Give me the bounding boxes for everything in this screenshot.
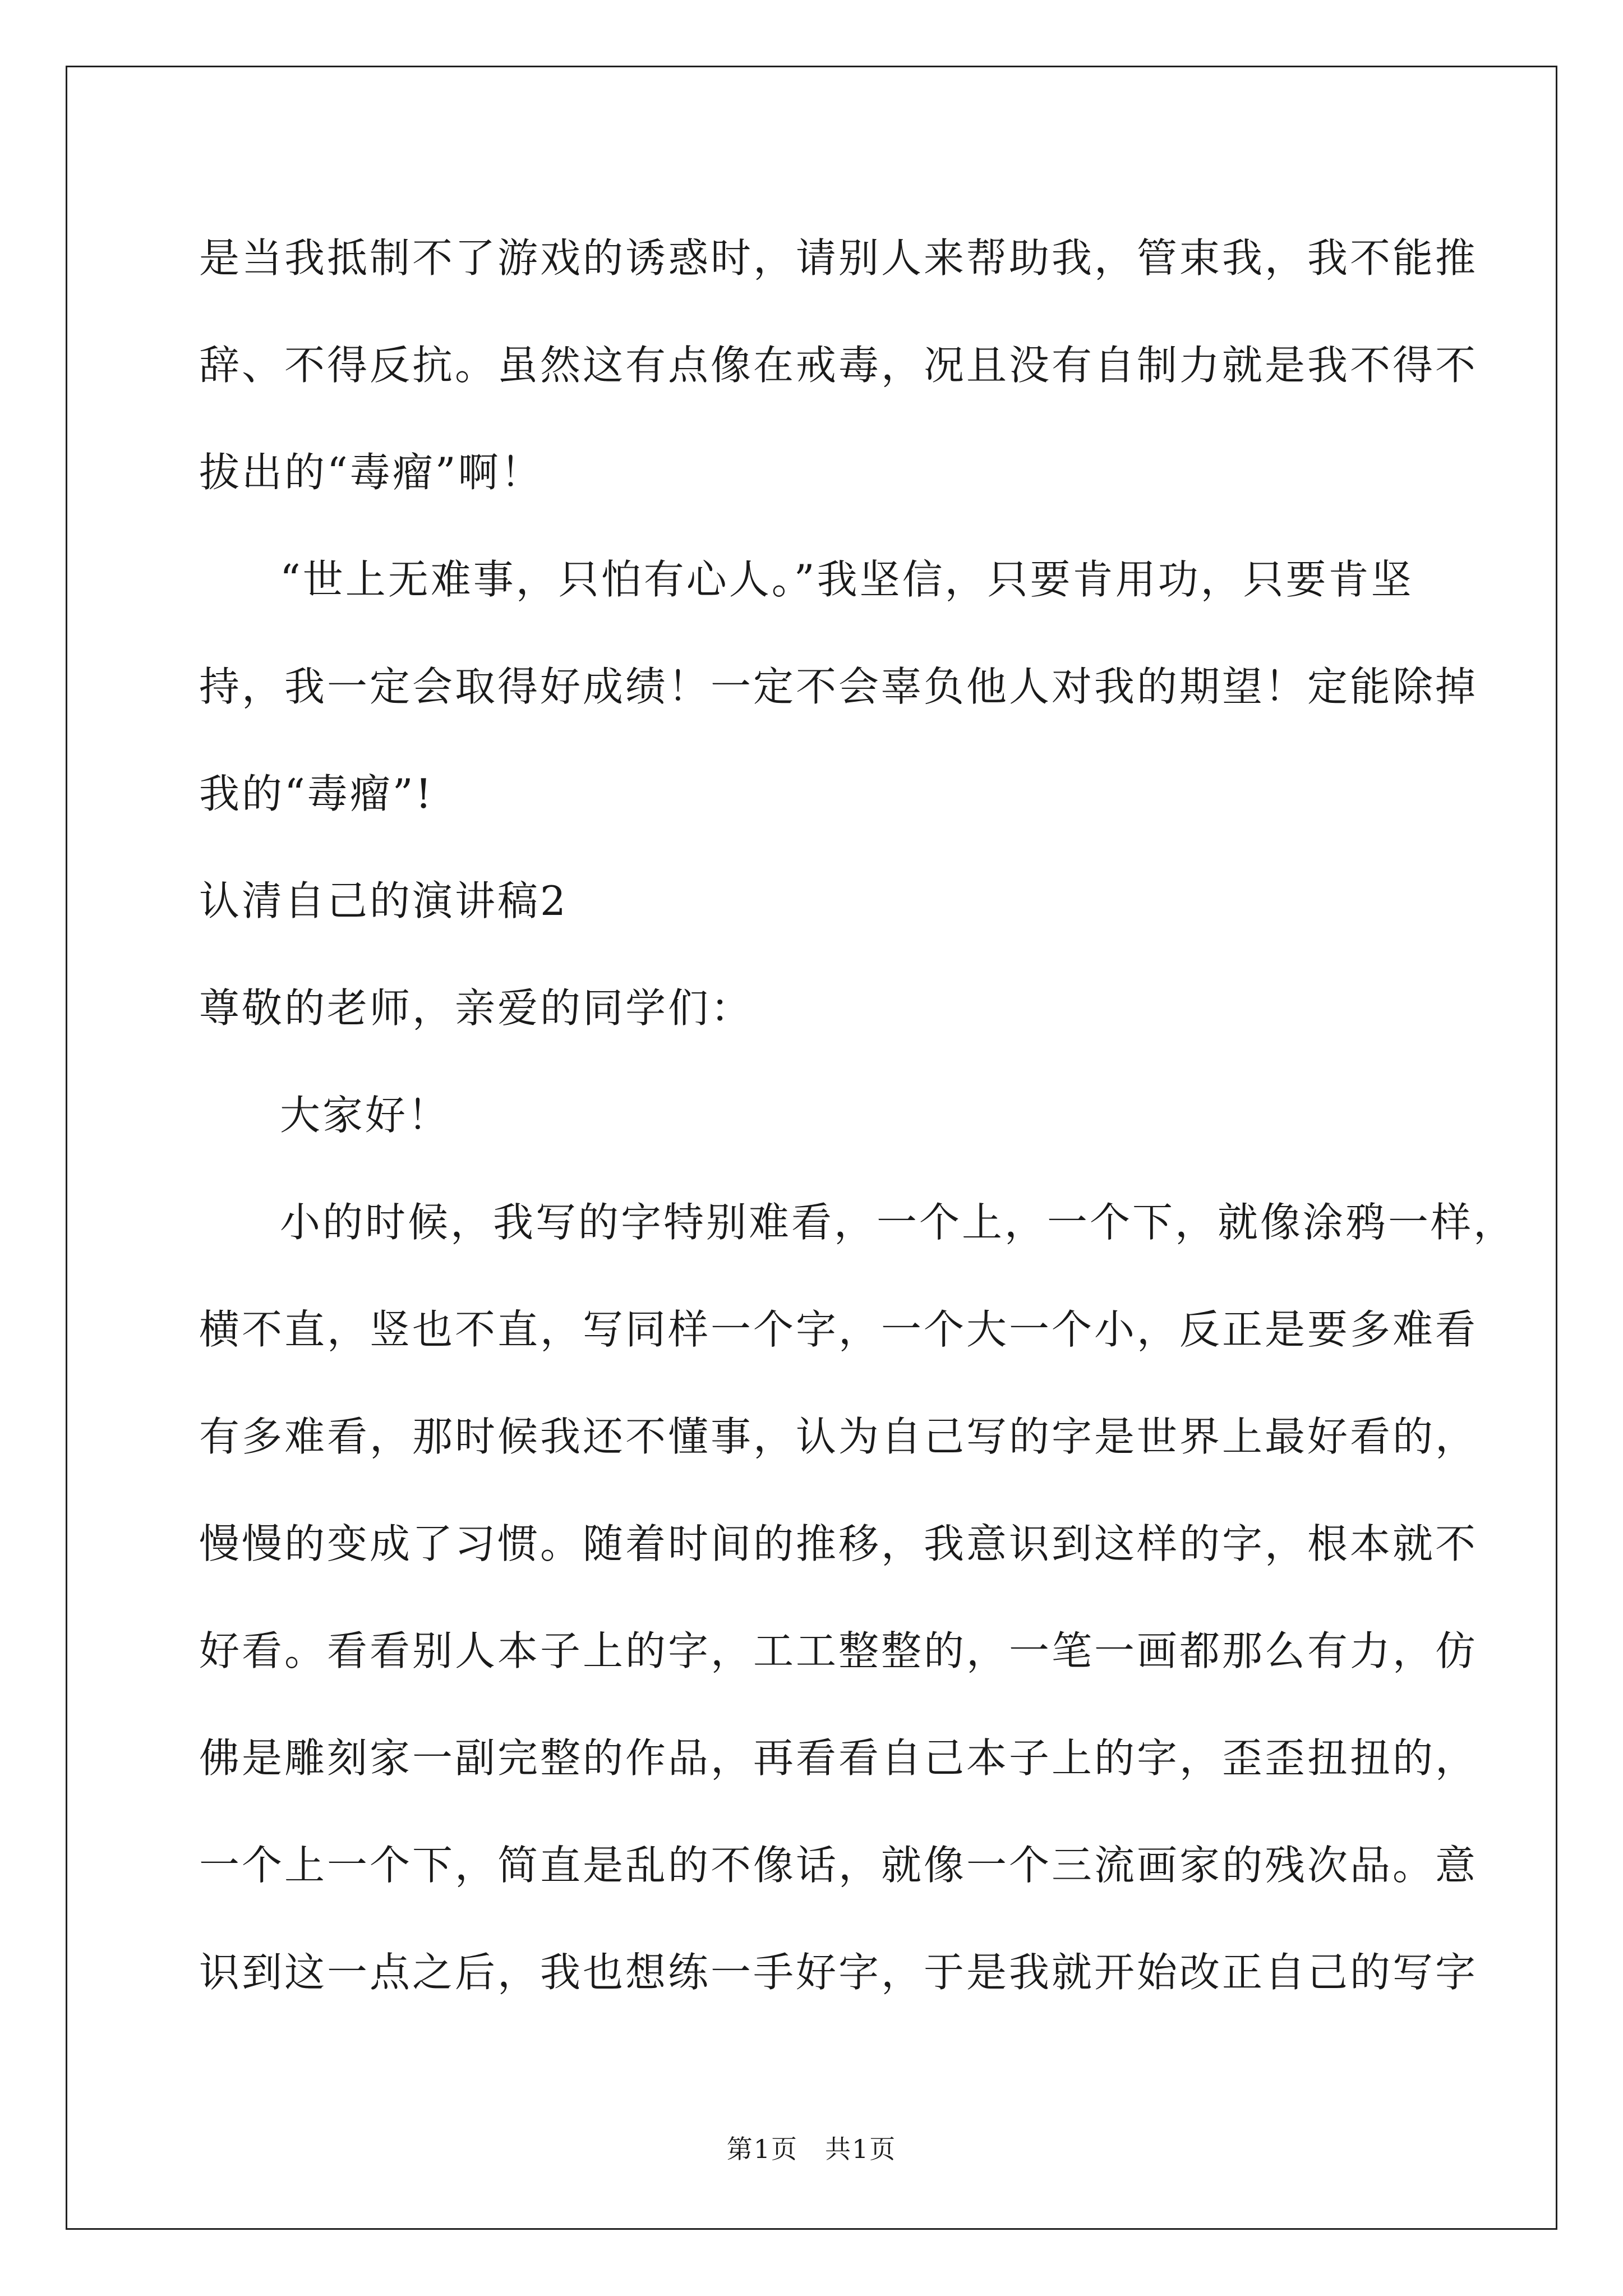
page-footer: 第1页 共1页 <box>726 2134 897 2164</box>
text-line: 一个上一个下，简直是乱的不像话，就像一个三流画家的残次品。意 <box>199 1842 1478 1889</box>
text-line: 横不直，竖也不直，写同样一个字，一个大一个小，反正是要多难看 <box>199 1306 1478 1353</box>
text-line: 我的“毒瘤”! <box>199 770 434 817</box>
text-line: 识到这一点之后，我也想练一手好字，于是我就开始改正自己的写字 <box>199 1949 1478 1996</box>
text-line: 持，我一定会取得好成绩！一定不会辜负他人对我的期望！定能除掉 <box>199 663 1478 710</box>
text-line: 佛是雕刻家一副完整的作品，再看看自己本子上的字，歪歪扭扭的， <box>199 1734 1478 1782</box>
text-line: 是当我抵制不了游戏的诱惑时，请别人来帮助我，管束我，我不能推 <box>199 234 1478 282</box>
greeting: 大家好！ <box>280 1092 451 1139</box>
section-title: 认清自己的演讲稿2 <box>199 877 568 924</box>
text-line: 好看。看看别人本子上的字，工工整整的，一笔一画都那么有力，仿 <box>199 1627 1478 1674</box>
text-line: 拔出的“毒瘤”啊！ <box>199 449 543 496</box>
paragraph-start: 小的时候，我写的字特别难看，一个上，一个下，就像涂鸦一样， <box>280 1199 1516 1246</box>
paragraph-start: “世上无难事，只怕有心人。”我坚信，只要肯用功，只要肯坚 <box>280 556 1414 603</box>
text-line: 辞、不得反抗。虽然这有点像在戒毒，况且没有自制力就是我不得不 <box>199 342 1478 389</box>
text-line: 有多难看，那时候我还不懂事，认为自己写的字是世界上最好看的， <box>199 1413 1478 1460</box>
salutation: 尊敬的老师，亲爱的同学们： <box>199 984 754 1032</box>
document-body <box>199 219 1516 2040</box>
text-line: 慢慢的变成了习惯。随着时间的推移，我意识到这样的字，根本就不 <box>199 1520 1478 1567</box>
